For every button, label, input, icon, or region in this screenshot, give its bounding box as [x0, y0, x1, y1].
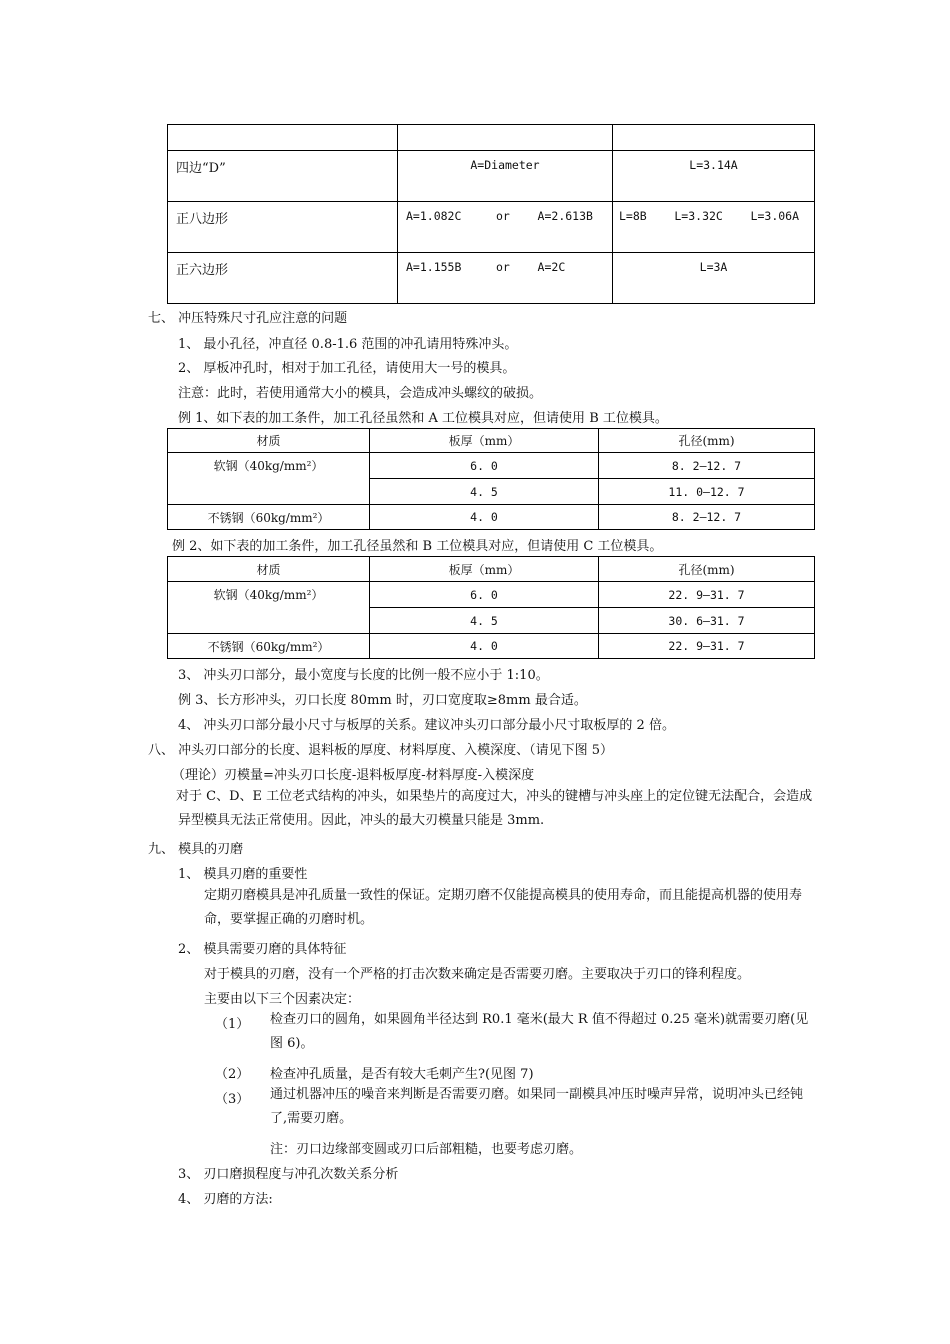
table-header-cell: 板厚（mm） [370, 557, 599, 582]
material-cell: 软钢（40kg/mm²） [168, 453, 370, 505]
section-9-item-1: 1、 模具刃磨的重要性 [178, 867, 308, 882]
area-formula-cell: A=1.082C or A=2.613B [398, 202, 613, 253]
table-row [168, 253, 815, 304]
material-cell: 不锈钢（60kg/mm²） [168, 505, 370, 530]
example-1-text: 例 1、如下表的加工条件，加工孔径虽然和 A 工位模具对应，但请使用 B 工位模具。 [178, 411, 668, 426]
table-row [168, 582, 815, 608]
section-8-title: 八、 冲头刃口部分的长度、退料板的厚度、材料厚度、入模深度、（请见下图 5） [148, 743, 614, 758]
section-9-item-1-paragraph: 定期刃磨模具是冲孔质量一致性的保证。定期刃磨不仅能提高模具的使用寿命，而且能提高机器的使用寿命，要掌握正确的刃磨时机。 [204, 888, 803, 927]
thickness-cell: 4. 0 [370, 634, 599, 659]
table-header-cell [398, 125, 613, 151]
table-header-row [168, 557, 815, 582]
factor-3-number: （3） [215, 1092, 250, 1107]
factor-note: 注：刃口边缘部变圆或刃口后部粗糙，也要考虑刃磨。 [270, 1142, 583, 1157]
table-row [168, 151, 815, 202]
table-row [168, 505, 815, 530]
hole-diameter-cell: 22. 9—31. 7 [599, 634, 815, 659]
section-9-title: 九、 模具的刃磨 [148, 842, 244, 857]
shape-cell: 四边“D” [168, 151, 398, 202]
factor-2-number: （2） [215, 1067, 250, 1082]
table-row [168, 453, 815, 479]
perimeter-formula-cell: L=8B L=3.32C L=3.06A [613, 202, 815, 253]
section-9-item-2-factors: 主要由以下三个因素决定： [204, 992, 361, 1007]
table-header-cell: 板厚（mm） [370, 429, 599, 453]
thickness-cell: 4. 0 [370, 505, 599, 530]
section-9-item-4: 4、 刃磨的方法: [178, 1192, 273, 1207]
table-header-cell: 孔径(mm) [599, 429, 815, 453]
section-7-item-1: 1、 最小孔径，冲直径 0.8-1.6 范围的冲孔请用特殊冲头。 [178, 337, 518, 352]
hole-diameter-cell: 30. 6—31. 7 [599, 608, 815, 634]
material-cell: 不锈钢（60kg/mm²） [168, 634, 370, 659]
table-header-cell: 孔径(mm) [599, 557, 815, 582]
thickness-cell: 4. 5 [370, 608, 599, 634]
thickness-cell: 4. 5 [370, 479, 599, 505]
section-9-item-2-paragraph: 对于模具的刃磨，没有一个严格的打击次数来确定是否需要刃磨。主要取决于刃口的锋利程度。 [204, 967, 751, 982]
hole-diameter-cell: 11. 0—12. 7 [599, 479, 815, 505]
table-row [168, 202, 815, 253]
shape-cell: 正八边形 [168, 202, 398, 253]
section-7-note: 注意：此时，若使用通常大小的模具，会造成冲头螺纹的破损。 [178, 386, 543, 401]
section-7-item-2: 2、 厚板冲孔时，相对于加工孔径，请使用大一号的模具。 [178, 361, 516, 376]
example-1-table [167, 428, 815, 530]
section-8-formula: （理论）刃模量=冲头刃口长度-退料板厚度-材料厚度-入模深度 [172, 768, 535, 783]
hole-diameter-cell: 8. 2—12. 7 [599, 453, 815, 479]
table-header-row [168, 125, 815, 151]
material-cell: 软钢（40kg/mm²） [168, 582, 370, 634]
section-9-item-3: 3、 刃口磨损程度与冲孔次数关系分析 [178, 1167, 399, 1182]
section-8-paragraph: 对于 C、D、E 工位老式结构的冲头，如果垫片的高度过大，冲头的键槽与冲头座上的定位键无法配合，会造成异型模具无法正常使用。因此，冲头的最大刃模量只能是 3mm. [176, 789, 813, 828]
example-2-table [167, 556, 815, 659]
section-7-item-4: 4、 冲头刃口部分最小尺寸与板厚的关系。建议冲头刃口部分最小尺寸取板厚的 2 倍。 [178, 718, 675, 733]
perimeter-formula-cell: L=3.14A [613, 151, 815, 202]
factor-1-number: （1） [215, 1017, 250, 1032]
hole-diameter-cell: 8. 2—12. 7 [599, 505, 815, 530]
area-formula-cell: A=1.155B or A=2C [398, 253, 613, 304]
factor-1-text: 检查刃口的圆角，如果圆角半径达到 R0.1 毫米(最大 R 值不得超过 0.25 毫米)就需要刃磨(见图 6)。 [270, 1012, 809, 1051]
area-formula-cell: A=Diameter [398, 151, 613, 202]
table-row [168, 634, 815, 659]
shape-cell: 正六边形 [168, 253, 398, 304]
thickness-cell: 6. 0 [370, 582, 599, 608]
example-2-text: 例 2、如下表的加工条件，加工孔径虽然和 B 工位模具对应，但请使用 C 工位模具。 [172, 539, 663, 554]
table-header-cell: 材质 [168, 429, 370, 453]
table-header-cell: 材质 [168, 557, 370, 582]
perimeter-formula-cell: L=3A [613, 253, 815, 304]
hole-diameter-cell: 22. 9—31. 7 [599, 582, 815, 608]
section-9-item-2: 2、 模具需要刃磨的具体特征 [178, 942, 347, 957]
table-header-cell [613, 125, 815, 151]
section-7-item-3: 3、 冲头刃口部分，最小宽度与长度的比例一般不应小于 1:10。 [178, 668, 549, 683]
factor-3-text: 通过机器冲压的噪音来判断是否需要刃磨。如果同一副模具冲压时噪声异常，说明冲头已经钝了,需要刃磨。 [270, 1087, 804, 1126]
section-7-title: 七、 冲压特殊尺寸孔应注意的问题 [148, 311, 348, 326]
table-header-row [168, 429, 815, 453]
table-header-cell [168, 125, 398, 151]
example-3-text: 例 3、长方形冲头，刃口长度 80mm 时，刃口宽度取≥8mm 最合适。 [178, 693, 587, 708]
shape-formula-table [167, 124, 815, 304]
factor-2-text: 检查冲孔质量，是否有较大毛刺产生?(见图 7) [270, 1067, 534, 1082]
thickness-cell: 6. 0 [370, 453, 599, 479]
